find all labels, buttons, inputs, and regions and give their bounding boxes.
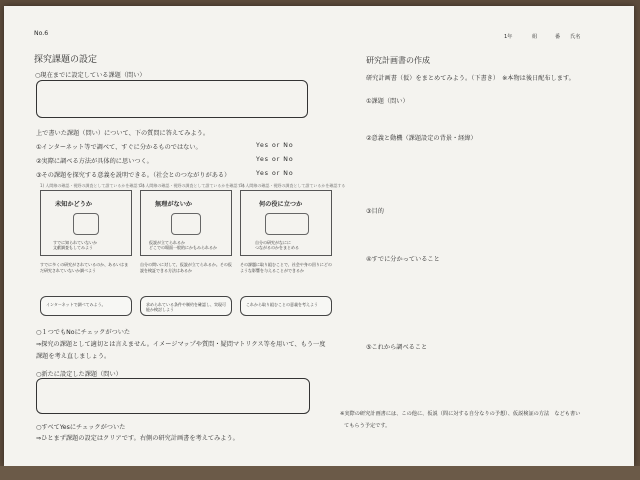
right-title: 研究計画書の作成 bbox=[366, 56, 430, 65]
check-2-text: ②実際に調べる方法が具体的に思いつく。 bbox=[36, 158, 153, 165]
plan-item-known: ④すでに分かっていること bbox=[366, 256, 440, 263]
bubble-top-1: すでに多くの研究がされているのか、あるいはまだ研究されていないか調べよう bbox=[40, 262, 129, 273]
panel-2-note: 仮説が立てられるか どこでの場面一般的にかもみられるか bbox=[149, 240, 217, 250]
plan-item-motivation: ②意義と動機（課題設定の背景・経緯） bbox=[366, 135, 477, 142]
hand-illustration-icon bbox=[73, 213, 99, 235]
plan-item-question: ①課題（問い） bbox=[366, 98, 409, 105]
panel-1-caption: 1) 人間線の確認・視野の調査として誰ているかを確認する bbox=[40, 183, 146, 188]
check-3-yes-no[interactable]: Yes or No bbox=[256, 170, 294, 177]
bubble-bottom-1-frame bbox=[40, 296, 132, 316]
no-action-text: ⇒探究の課題として適切とは言えません。イメージマップや質問・疑問マトリクス等を用いて、もう一度 bbox=[36, 341, 326, 348]
panel-3-caption: 3) 人間線の確認・視野の調査として誰ているかを確認する bbox=[240, 183, 346, 188]
table-surface bbox=[0, 466, 640, 480]
panel-1-heading: 未知かどうか bbox=[55, 201, 93, 208]
panel-2-heading: 無理がないか bbox=[155, 201, 193, 208]
panel-2-caption: 2) 人間線の確認・視野の調査として誰ているかを確認する bbox=[140, 183, 246, 188]
panel-unknown bbox=[40, 190, 132, 256]
instruction-text: 上で書いた課題（問い）について、下の質問に答えてみよう。 bbox=[36, 130, 210, 137]
panel-useful bbox=[240, 190, 332, 256]
current-question-box[interactable] bbox=[36, 80, 308, 118]
no-action-text-2: 課題を考え直しましょう。 bbox=[36, 353, 111, 360]
page-number: No.6 bbox=[34, 30, 49, 37]
bubble-top-2: 自分の問いに対して、仮説が立てられるか。その仮説を検証できる方法はあるか bbox=[140, 262, 232, 273]
bubble-bottom-2: 求められている条件や制約を確認し、実現可能か検討しよう bbox=[146, 302, 226, 312]
left-title: 探究課題の設定 bbox=[34, 55, 98, 65]
bubble-bottom-3-frame bbox=[240, 296, 332, 316]
check-2-yes-no[interactable]: Yes or No bbox=[256, 156, 294, 163]
yes-action-text: ⇒ひとまず課題の設定はクリアです。右側の研究計画書を考えてみよう。 bbox=[36, 435, 239, 442]
people-illustration-icon bbox=[265, 213, 309, 235]
year-label: 1年 bbox=[504, 34, 513, 40]
plan-item-to-investigate: ⑤これから調べること bbox=[366, 344, 428, 351]
no-check-label: ○１つでもNoにチェックがついた bbox=[36, 329, 131, 336]
panel-3-heading: 何の役に立つか bbox=[259, 201, 303, 208]
bubble-top-3: その課題に取り組むことで、社会や身の回りにどのような影響を与えることができるか bbox=[240, 262, 332, 273]
panel-3-note: 自分の研究がなにに つながるのかをまとめる bbox=[255, 240, 299, 250]
yes-check-label: ○すべてYesにチェックがついた bbox=[36, 424, 126, 431]
bubble-bottom-1: インターネットで調べてみよう。 bbox=[46, 302, 106, 307]
check-3-text: ③その課題を探究する意義を説明できる。（社会とのつながりがある） bbox=[36, 172, 231, 179]
footnote-line-2: てもらう予定です。 bbox=[344, 423, 391, 429]
class-label: 組 bbox=[532, 34, 538, 40]
right-intro: 研究計画書（仮）をまとめてみよう。（下書き） ※本物は後日配布します。 bbox=[366, 75, 575, 82]
tools-illustration-icon bbox=[171, 213, 201, 235]
new-question-label: ○新たに設定した課題（問い） bbox=[36, 371, 122, 378]
check-1-yes-no[interactable]: Yes or No bbox=[256, 142, 294, 149]
current-question-label: ○現在までに設定している課題（問い） bbox=[35, 72, 146, 79]
bubble-bottom-3: これから取り組むことの意義を考えよう bbox=[246, 302, 318, 307]
seat-label: 番 bbox=[555, 34, 561, 40]
name-label: 氏名 bbox=[570, 34, 581, 40]
worksheet-page bbox=[4, 6, 634, 466]
panel-1-note: すでに知られていないか 文献調査もしてみよう bbox=[53, 240, 98, 250]
new-question-box[interactable] bbox=[36, 378, 310, 414]
plan-item-purpose: ③目的 bbox=[366, 208, 384, 215]
bubble-bottom-2-frame bbox=[140, 296, 232, 316]
footnote-line-1: ※実際の研究計画書には、この他に、仮説（問に対する自分なりの予想）、仮説検証の方法 なども書い bbox=[340, 411, 581, 417]
panel-feasible bbox=[140, 190, 232, 256]
check-1-text: ①インターネット等で調べて、すぐに分かるものではない。 bbox=[36, 144, 202, 151]
